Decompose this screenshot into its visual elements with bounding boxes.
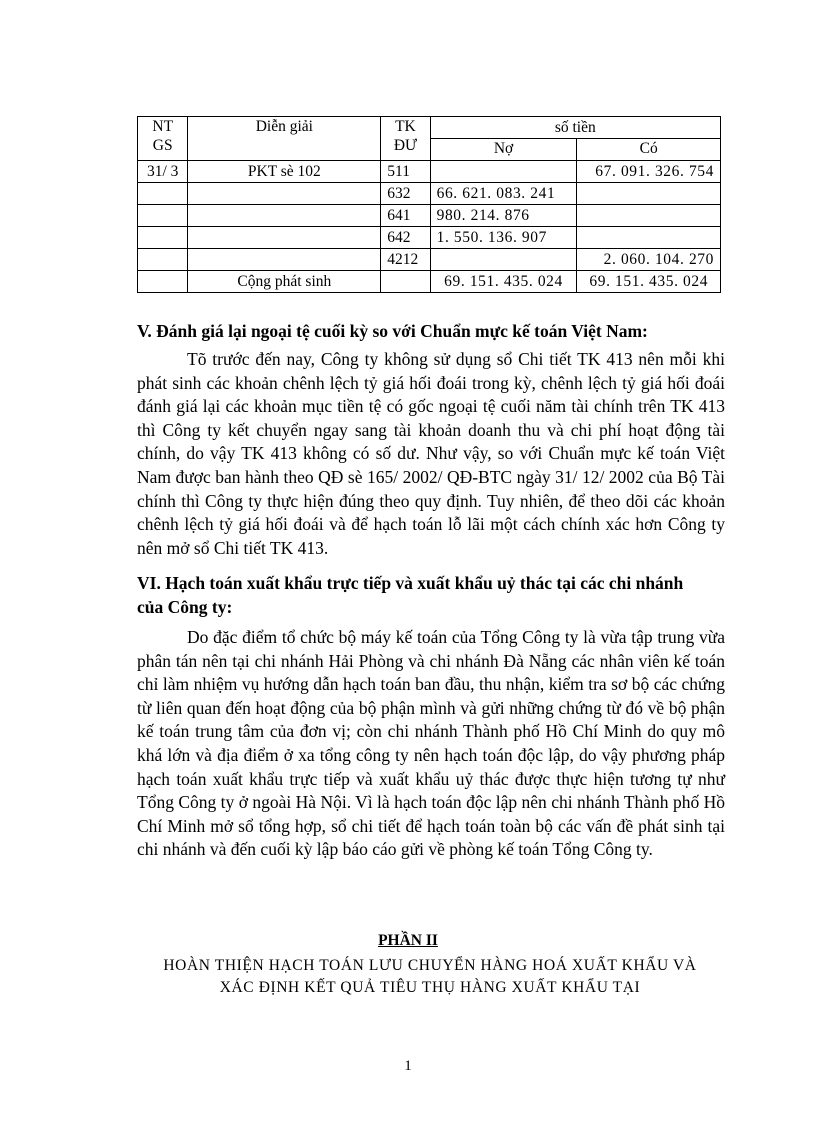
table-row — [138, 205, 721, 227]
cell-no: 66. 621. 083. 241 — [430, 183, 577, 205]
section-6-paragraph — [137, 626, 725, 862]
table-row — [138, 183, 721, 205]
cell-tk: 511 — [381, 161, 430, 183]
cell-co — [577, 205, 721, 227]
part-2-subtitle-line-2: XÁC ĐỊNH KẾT QUẢ TIÊU THỤ HÀNG XUẤT KHẨU TẠI — [219, 979, 641, 996]
cell-ntgs — [138, 271, 188, 293]
part-2-title: PHẦN II — [378, 932, 438, 949]
header-so-tien: số tiền — [430, 117, 720, 139]
cell-dien-giai: PKT sè 102 — [188, 161, 381, 183]
section-5-heading: V. Đánh giá lại ngoại tệ cuối kỳ so với Chuẩn mực kế toán Việt Nam: — [137, 321, 648, 341]
cell-co: 2. 060. 104. 270 — [577, 249, 721, 271]
cell-no — [430, 161, 577, 183]
cell-co — [577, 183, 721, 205]
table-row — [138, 161, 721, 183]
cell-tk: 641 — [381, 205, 430, 227]
cell-tk: 4212 — [381, 249, 430, 271]
total-no: 69. 151. 435. 024 — [430, 271, 577, 293]
header-no: Nợ — [430, 139, 577, 161]
part-2-subtitle-line-1: HOÀN THIỆN HẠCH TOÁN LƯU CHUYỂN HÀNG HOÁ XUẤT KHẨU VÀ — [163, 957, 697, 974]
header-co: Có — [577, 139, 721, 161]
cell-dien-giai — [188, 183, 381, 205]
cell-ntgs — [138, 205, 188, 227]
cell-tk — [381, 271, 430, 293]
cell-dien-giai — [188, 249, 381, 271]
cell-co — [577, 227, 721, 249]
cell-ntgs: 31/ 3 — [138, 161, 188, 183]
cell-no: 980. 214. 876 — [430, 205, 577, 227]
section-5-text: Tõ trước đến nay, Công ty không sử dụng sổ Chi tiết TK 413 nên mỗi khi phát sinh các khoản chênh lệch tỷ giá hối đoái trong kỳ, chênh lệch tỷ giá hối đoái đánh giá lại các khoản mục tiền tệ có gốc ngoại tệ cuối năm tài chính trên TK 413 thì Công ty kết chuyển ngay sang tài khoản doanh thu và chi phí hoạt động tài chính, do vậy TK 413 không có số dư. Như vậy, so với Chuẩn mực kế toán Việt Nam được ban hành theo QĐ sè 165/ 2002/ QĐ-BTC ngày 31/ 12/ 2002 của Bộ Tài chính thì Công ty thực hiện đúng theo quy định. Tuy nhiên, để theo dõi các khoản chênh lệch tỷ giá hối đoái và để hạch toán lỗ lãi một cách chính xác hơn Công ty nên mở sổ Chi tiết TK 413. — [137, 349, 725, 558]
cell-no — [430, 249, 577, 271]
cell-dien-giai — [188, 227, 381, 249]
total-co: 69. 151. 435. 024 — [577, 271, 721, 293]
section-6-heading-line-1: VI. Hạch toán xuất khẩu trực tiếp và xuất khẩu uỷ thác tại các chi nhánh — [137, 573, 684, 593]
cell-co: 67. 091. 326. 754 — [577, 161, 721, 183]
cell-ntgs — [138, 227, 188, 249]
cell-ntgs — [138, 183, 188, 205]
total-label: Cộng phát sinh — [188, 271, 381, 293]
page-number: 1 — [404, 1058, 412, 1074]
section-6-text: Do đặc điểm tổ chức bộ máy kế toán của Tổng Công ty là vừa tập trung vừa phân tán nên tại chi nhánh Hải Phòng và chi nhánh Đà Nẵng các nhân viên kế toán chỉ làm nhiệm vụ hướng dẫn hạch toán ban đầu, thu nhận, kiểm tra sơ bộ các chứng từ liên quan đến hoạt động của bộ phận mình và gửi những chứng từ đó về bộ phận kế toán trung tâm của đơn vị; còn chi nhánh Thành phố Hồ Chí Minh do quy mô khá lớn và địa điểm ở xa tổng công ty nên hạch toán độc lập, do vậy phương pháp hạch toán xuất khẩu trực tiếp và xuất khẩu uỷ thác được thực hiện tương tự như Tổng Công ty ở ngoài Hà Nội. Vì là hạch toán độc lập nên chi nhánh Thành phố Hồ Chí Minh mở sổ tổng hợp, sổ chi tiết để hạch toán toàn bộ các vấn đề phát sinh tại chi nhánh và đến cuối kỳ lập báo cáo gửi về phòng kế toán Tổng Công ty. — [137, 627, 725, 860]
cell-ntgs — [138, 249, 188, 271]
section-5-paragraph — [137, 348, 725, 560]
table-total-row — [138, 271, 721, 293]
header-dien-giai: Diễn giải — [188, 117, 381, 161]
cell-no: 1. 550. 136. 907 — [430, 227, 577, 249]
cell-tk: 642 — [381, 227, 430, 249]
ledger-table — [137, 116, 721, 293]
table-row — [138, 249, 721, 271]
cell-dien-giai — [188, 205, 381, 227]
section-6-heading-line-2: của Công ty: — [137, 597, 233, 617]
header-ntgs: NT GS — [138, 117, 188, 161]
header-tk-du: TK ĐƯ — [381, 117, 430, 161]
table-row — [138, 227, 721, 249]
cell-tk: 632 — [381, 183, 430, 205]
table-header-row — [138, 117, 721, 139]
